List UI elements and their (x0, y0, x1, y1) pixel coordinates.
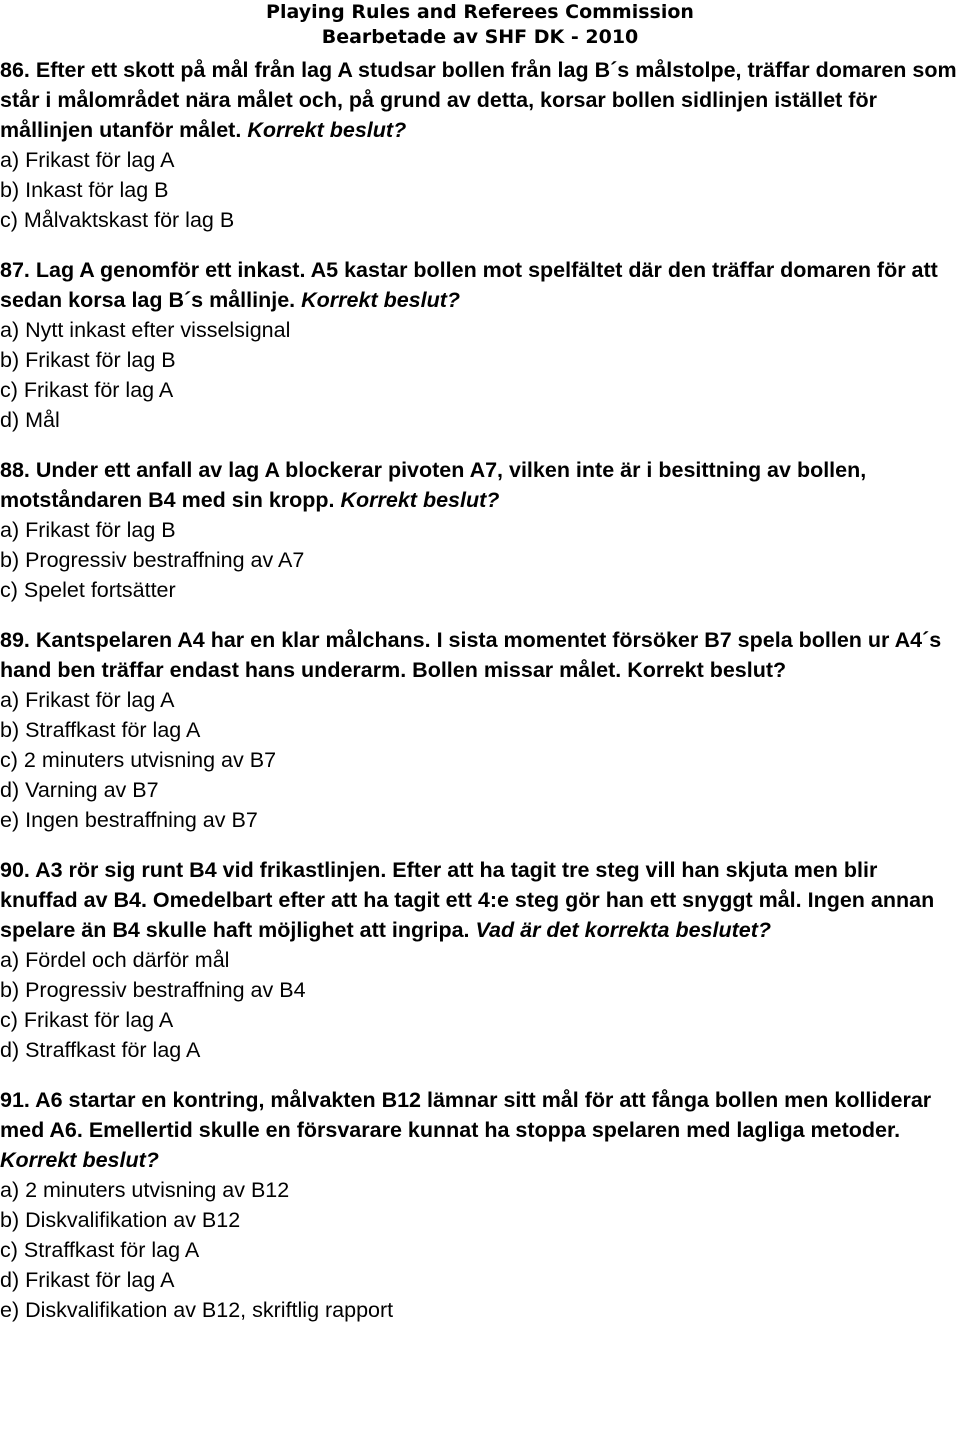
question-prompt: Korrekt beslut? (340, 488, 500, 512)
header-title: Playing Rules and Referees Commission (266, 1, 694, 23)
question-number: 87. (0, 258, 30, 282)
answer-option: e) Diskvalifikation av B12, skriftlig rapport (0, 1298, 394, 1322)
question-87 (0, 255, 960, 435)
question-number: 86. (0, 58, 30, 82)
question-86 (0, 55, 960, 235)
answer-option: a) 2 minuters utvisning av B12 (0, 1178, 290, 1202)
answer-option: c) Spelet fortsätter (0, 578, 176, 602)
answer-option: d) Mål (0, 408, 60, 432)
question-prompt: Korrekt beslut? (301, 288, 461, 312)
question-number: 89. (0, 628, 30, 652)
answer-option: a) Frikast för lag A (0, 688, 175, 712)
question-body: Under ett anfall av lag A blockerar pivoten A7, vilken inte är i besittning av bollen, motståndaren B4 med sin kropp. (0, 458, 867, 512)
answer-option: d) Straffkast för lag A (0, 1038, 201, 1062)
answer-option: c) Frikast för lag A (0, 1008, 174, 1032)
question-number: 90. (0, 858, 30, 882)
question-text (0, 1085, 960, 1175)
question-prompt: Korrekt beslut? (247, 118, 407, 142)
answer-option: a) Fördel och därför mål (0, 948, 230, 972)
question-body: A6 startar en kontring, målvakten B12 lämnar sitt mål för att fånga bollen men kolliderar med A6. Emellertid skulle en försvarare kunnat ha stoppa spelaren med lagliga metoder. (0, 1088, 932, 1142)
question-90 (0, 855, 960, 1065)
header-subtitle: Bearbetade av SHF DK - 2010 (321, 26, 639, 48)
question-number: 88. (0, 458, 30, 482)
page-header (0, 0, 960, 50)
question-88 (0, 455, 960, 605)
question-number: 91. (0, 1088, 30, 1112)
question-text (0, 855, 960, 945)
question-list (0, 55, 960, 1345)
question-body: Efter ett skott på mål från lag A studsar bollen från lag B´s målstolpe, träffar domaren som står i målområdet nära målet och, på grund av detta, korsar bollen sidlinjen istället för mållinjen utanför målet. (0, 58, 957, 142)
question-body: Lag A genomför ett inkast. A5 kastar bollen mot spelfältet där den träffar domaren för att sedan korsa lag B´s mållinje. (0, 258, 938, 312)
answer-option: b) Straffkast för lag A (0, 718, 201, 742)
question-91 (0, 1085, 960, 1325)
answer-option: a) Frikast för lag B (0, 518, 176, 542)
answer-option: b) Inkast för lag B (0, 178, 169, 202)
answer-option: a) Nytt inkast efter visselsignal (0, 318, 291, 342)
question-prompt: Korrekt beslut? (0, 1148, 159, 1172)
question-body: Kantspelaren A4 har en klar målchans. I sista momentet försöker B7 spela bollen ur A4´s hand ben träffar endast hans underarm. Bollen missar målet. (0, 628, 942, 682)
answer-option: a) Frikast för lag A (0, 148, 175, 172)
answer-option: b) Frikast för lag B (0, 348, 176, 372)
question-text (0, 455, 960, 515)
answer-option: c) Målvaktskast för lag B (0, 208, 235, 232)
answer-option: b) Progressiv bestraffning av A7 (0, 548, 305, 572)
question-text (0, 255, 960, 315)
answer-option: d) Frikast för lag A (0, 1268, 175, 1292)
answer-option: c) Frikast för lag A (0, 378, 174, 402)
answer-option: d) Varning av B7 (0, 778, 159, 802)
question-text (0, 55, 960, 145)
answer-option: e) Ingen bestraffning av B7 (0, 808, 258, 832)
answer-option: b) Diskvalifikation av B12 (0, 1208, 241, 1232)
answer-option: c) Straffkast för lag A (0, 1238, 200, 1262)
question-text (0, 625, 960, 685)
question-prompt: Korrekt beslut? (627, 658, 787, 682)
question-prompt: Vad är det korrekta beslutet? (475, 918, 772, 942)
answer-option: b) Progressiv bestraffning av B4 (0, 978, 306, 1002)
answer-option: c) 2 minuters utvisning av B7 (0, 748, 277, 772)
question-89 (0, 625, 960, 835)
question-body: A3 rör sig runt B4 vid frikastlinjen. Efter att ha tagit tre steg vill han skjuta men blir knuffad av B4. Omedelbart efter att ha tagit ett 4:e steg gör han ett snyggt mål. Ingen annan spelare än B4 skulle haft möjlighet att ingripa. (0, 858, 935, 942)
